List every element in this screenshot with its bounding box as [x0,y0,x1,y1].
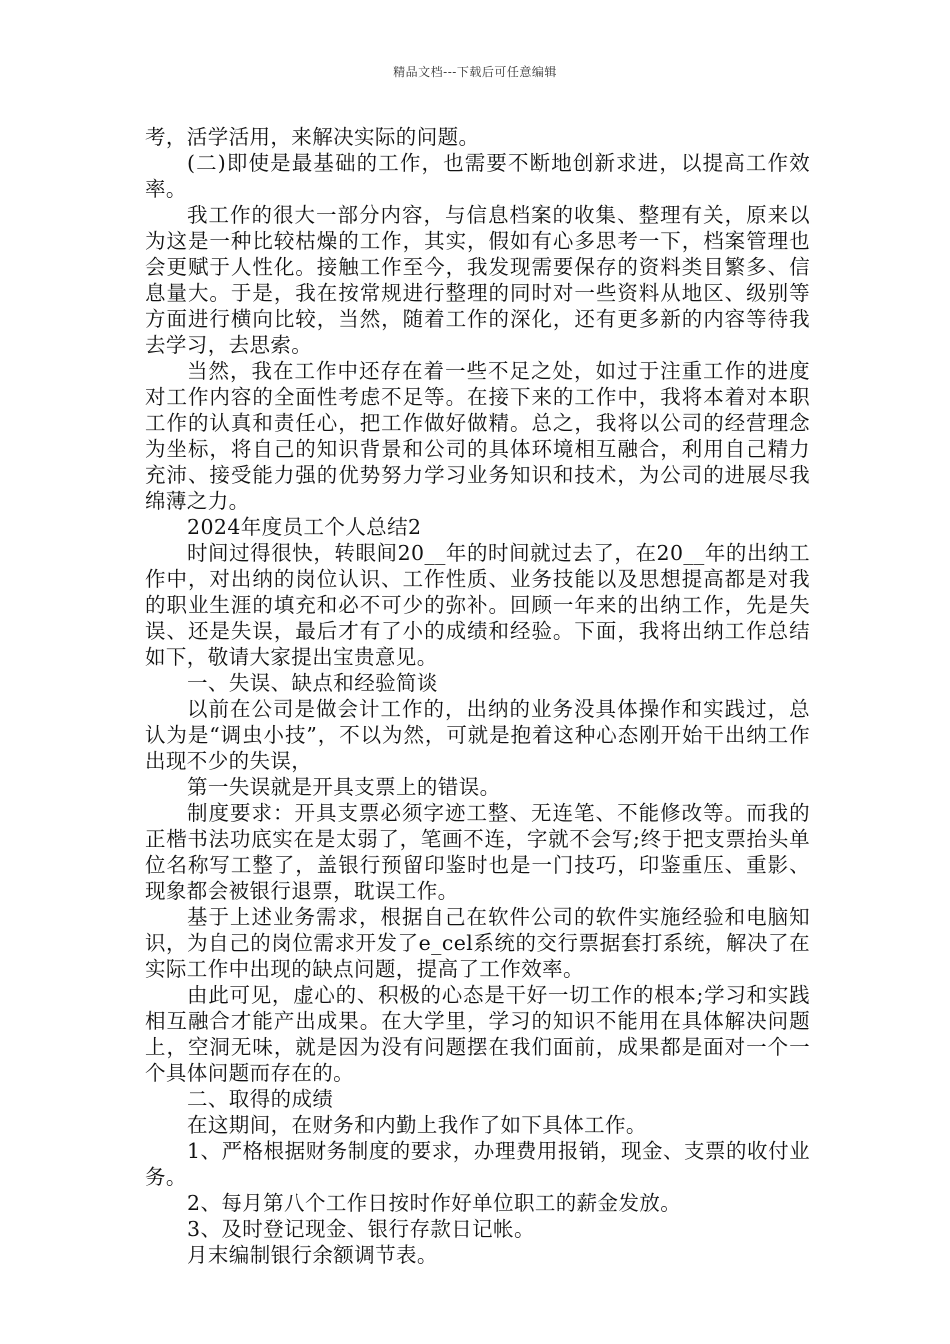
paragraph: 月末编制银行余额调节表。 [187,1243,438,1267]
paragraph: 制度要求：开具支票必须字迹工整、无连笔、不能修改等。而我的正楷书法功底实在是太弱了，笔画不连，字就不会写;终于把支票抬头单位名称写工整了，盖银行预留印鉴时也是一门技巧，印鉴重压、重影、现象都会被银行退票，耽误工作。 [145,801,810,903]
list-item: 2、每月第八个工作日按时作好单位职工的薪金发放。 [187,1191,682,1215]
paragraph: 时间过得很快，转眼间20__年的时间就过去了，在20__年的出纳工作中，对出纳的岗位认识、工作性质、业务技能以及思想提高都是对我的职业生涯的填充和必不可少的弥补。回顾一年来的出纳工作，先是失误、还是失误，最后才有了小的成绩和经验。下面，我将出纳工作总结如下，敬请大家提出宝贵意见。 [145,541,810,669]
paragraph: 考，活学活用，来解决实际的问题。 [145,125,480,149]
section-heading: 一、失误、缺点和经验简谈 [187,671,438,695]
paragraph: 由此可见，虚心的、积极的心态是干好一切工作的根本;学习和实践相互融合才能产出成果。在大学里，学习的知识不能用在具体解决问题上，空洞无味，就是因为没有问题摆在我们面前，成果都是面对一个一个具体问题而存在的。 [145,983,810,1085]
paragraph: 基于上述业务需求，根据自己在软件公司的软件实施经验和电脑知识，为自己的岗位需求开发了e_cel系统的交行票据套打系统，解决了在实际工作中出现的缺点问题，提高了工作效率。 [145,905,810,981]
document-body [145,124,810,1268]
list-item: 1、严格根据财务制度的要求，办理费用报销，现金、支票的收付业务。 [145,1139,810,1189]
list-item: 3、及时登记现金、银行存款日记帐。 [187,1217,535,1241]
paragraph: 以前在公司是做会计工作的，出纳的业务没具体操作和实践过，总认为是“调虫小技”，不以为然，可就是抱着这种心态刚开始干出纳工作出现不少的失误， [145,697,810,773]
paragraph: 第一失误就是开具支票上的错误。 [187,775,501,799]
paragraph: (二)即使是最基础的工作，也需要不断地创新求进，以提高工作效率。 [145,151,810,201]
page-header: 精品文档---下载后可任意编辑 [393,65,557,79]
paragraph: 在这期间，在财务和内勤上我作了如下具体工作。 [187,1113,647,1137]
section-heading: 二、取得的成绩 [187,1087,334,1111]
section-title: 2024年度员工个人总结2 [187,515,422,539]
paragraph: 我工作的很大一部分内容，与信息档案的收集、整理有关，原来以为这是一种比较枯燥的工作，其实，假如有心多思考一下，档案管理也会更赋于人性化。接触工作至今，我发现需要保存的资料类目繁多、信息量大。于是，我在按常规进行整理的同时对一些资料从地区、级别等方面进行横向比较，当然，随着工作的深化，还有更多新的内容等待我去学习，去思索。 [145,203,810,357]
paragraph: 当然，我在工作中还存在着一些不足之处，如过于注重工作的进度对工作内容的全面性考虑不足等。在接下来的工作中，我将本着对本职工作的认真和责任心，把工作做好做精。总之，我将以公司的经营理念为坐标，将自己的知识背景和公司的具体环境相互融合，利用自己精力充沛、接受能力强的优势努力学习业务知识和技术，为公司的进展尽我绵薄之力。 [145,359,810,513]
